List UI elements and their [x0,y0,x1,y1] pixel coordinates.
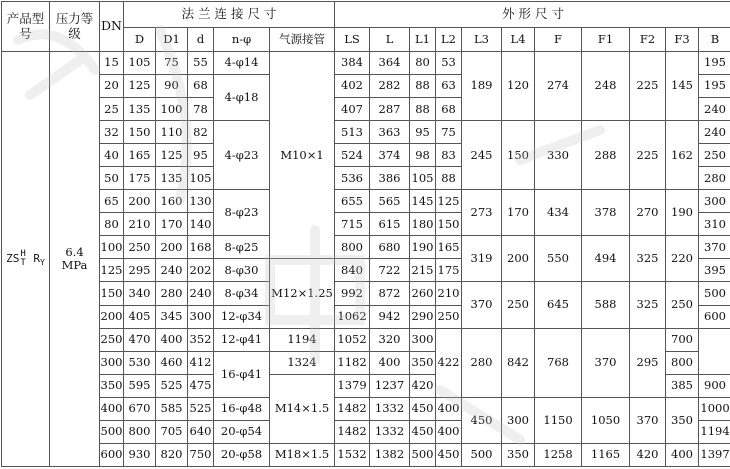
cell-dn: 20 [100,75,124,98]
cell-LS: 384 [335,52,370,75]
cell-B: 500 [699,282,730,305]
cell-B: 195 [699,75,730,98]
cell-L: 282 [370,75,410,98]
cell-L3: 189 [462,52,502,121]
cell-L2: 88 [436,167,462,190]
cell-F3: 162 [666,121,699,190]
cell-L2: 175 [436,259,462,282]
table-row [2,397,730,420]
cell-L2: 385 [666,374,699,397]
cell-L1: 98 [410,144,436,167]
cell-n-phi: 20-φ54 [214,420,270,443]
cell-D1: 240 [156,259,188,282]
header-flange-group: 法 兰 连 接 尺 寸 [124,2,335,28]
cell-F: 550 [535,236,582,282]
header-col-B: B [699,28,730,52]
cell-L: 363 [370,121,410,144]
cell-L1: 450 [410,397,436,420]
cell-F1: 1165 [582,443,630,466]
cell-LS: 402 [335,75,370,98]
header-col-L3: L3 [462,28,502,52]
cell-D1: 705 [156,420,188,443]
cell-L2: 165 [436,236,462,259]
cell-B: 700 [666,328,699,351]
cell-D: 340 [124,282,156,305]
cell-L1: 215 [410,259,436,282]
header-pressure-level: 压力等级 [50,2,100,52]
cell-B: 300 [699,190,730,213]
cell-B: 370 [699,236,730,259]
cell-dn: 150 [100,282,124,305]
cell-air: M18×1.5 [270,443,335,466]
header-col-air: 气源接管 [270,28,335,52]
cell-L1: 290 [410,305,436,328]
cell-B: 800 [666,351,699,374]
cell-F2: 420 [630,443,666,466]
cell-L2: 125 [436,190,462,213]
cell-D1: 135 [156,167,188,190]
cell-F: 330 [535,121,582,190]
cell-n-phi: 12-φ41 [214,328,270,351]
cell-L1: 450 [410,420,436,443]
cell-L: 374 [370,144,410,167]
cell-L4: 300 [502,397,535,443]
header-col-F3: F3 [666,28,699,52]
model-suffix-sub: Y [40,258,45,268]
cell-L4: 120 [502,52,535,121]
cell-F1: 494 [582,236,630,282]
cell-d: 68 [188,75,214,98]
cell-L2: 75 [436,121,462,144]
cell-L: 287 [370,98,410,121]
cell-L3: 500 [462,443,502,466]
cell-d: 240 [188,282,214,305]
cell-L2: 400 [436,420,462,443]
header-col-L4: L4 [502,28,535,52]
cell-LS: 715 [335,213,370,236]
cell-dn: 25 [100,98,124,121]
cell-L: 386 [370,167,410,190]
cell-F3: 295 [630,328,666,397]
cell-d: 352 [188,328,214,351]
product-model-cell [2,52,50,467]
cell-B: 395 [699,259,730,282]
cell-dn: 350 [100,374,124,397]
model-stack [20,250,25,268]
cell-L1: 420 [410,374,436,397]
cell-D1: 200 [156,236,188,259]
cell-B: 240 [699,98,730,121]
model-prefix: ZS [6,252,20,265]
cell-D: 295 [124,259,156,282]
cell-d: 750 [188,443,214,466]
cell-B: 600 [699,305,730,328]
cell-LS: 1482 [335,420,370,443]
cell-L: 565 [370,190,410,213]
cell-L1: 400 [370,351,410,374]
cell-L2: 150 [436,213,462,236]
header-col-F1: F1 [582,28,630,52]
pressure-unit: MPa [61,258,88,272]
cell-n-phi: 8-φ23 [214,190,270,236]
cell-L: 1182 [335,351,370,374]
cell-F2: 225 [630,121,666,190]
cell-F: 645 [535,282,582,328]
cell-L: 1237 [370,374,410,397]
header-col-L1: L1 [410,28,436,52]
cell-L1: 95 [410,121,436,144]
cell-D: 105 [124,52,156,75]
cell-L: 872 [370,282,410,305]
cell-n-phi: 8-φ34 [214,282,270,305]
cell-D: 470 [124,328,156,351]
cell-L2: 250 [436,305,462,328]
cell-D: 800 [124,420,156,443]
cell-d: 300 [188,305,214,328]
cell-L3: 245 [462,121,502,190]
cell-B: 1194 [699,420,730,443]
cell-n-phi: 4-φ14 [214,52,270,75]
cell-n-phi: 12-φ34 [214,305,270,328]
cell-dn: 100 [100,236,124,259]
cell-D1: 460 [156,351,188,374]
cell-d: 640 [188,420,214,443]
cell-D1: 345 [156,305,188,328]
cell-D: 670 [124,397,156,420]
cell-B: 280 [699,167,730,190]
cell-n-phi: 16-φ41 [214,351,270,397]
cell-L3: 450 [462,397,502,443]
cell-dn: 32 [100,121,124,144]
cell-dn: 40 [100,144,124,167]
cell-L1: 260 [410,282,436,305]
cell-n-phi: 4-φ18 [214,75,270,121]
cell-L4: 150 [502,121,535,190]
cell-L4: 280 [462,328,502,397]
cell-L2: 350 [410,351,436,374]
header-col-d: d [188,28,214,52]
cell-F: 1258 [535,443,582,466]
cell-d: 55 [188,52,214,75]
cell-D1: 90 [156,75,188,98]
cell-L1: 105 [410,167,436,190]
cell-D: 595 [124,374,156,397]
cell-dn: 50 [100,167,124,190]
header-outline-group: 外 形 尺 寸 [335,2,730,28]
cell-LS: 1482 [335,397,370,420]
header-col-LS: LS [335,28,370,52]
cell-n-phi: 20-φ58 [214,443,270,466]
header-dn: DN [100,2,124,52]
cell-d: 475 [188,374,214,397]
cell-F: 434 [535,190,582,236]
cell-d: 140 [188,213,214,236]
cell-dn: 80 [100,213,124,236]
cell-LS: 407 [335,98,370,121]
cell-D1: 525 [156,374,188,397]
cell-F1: 1050 [582,397,630,443]
table-row [2,190,730,213]
cell-air: M14×1.5 [270,374,335,443]
cell-n-phi: 16-φ48 [214,397,270,420]
header-col-D: D [124,28,156,52]
cell-D: 530 [124,351,156,374]
cell-D: 125 [124,75,156,98]
cell-L: 942 [370,305,410,328]
cell-L2: 68 [436,98,462,121]
cell-L: 364 [370,52,410,75]
cell-L: 1052 [335,328,370,351]
cell-LS: 536 [335,167,370,190]
cell-L1: 80 [410,52,436,75]
cell-dn: 65 [100,190,124,213]
header-row-1 [2,2,730,28]
cell-F2: 370 [582,328,630,397]
cell-D1: 585 [156,397,188,420]
cell-L2: 63 [436,75,462,98]
cell-dn: 125 [100,259,124,282]
cell-d: 202 [188,259,214,282]
cell-dn: 250 [100,328,124,351]
cell-L1: 180 [410,213,436,236]
cell-L1: 88 [410,75,436,98]
cell-D1: 100 [156,98,188,121]
cell-dn: 400 [100,397,124,420]
cell-L: 1332 [370,397,410,420]
cell-B: 1397 [699,443,730,466]
cell-B: 240 [699,121,730,144]
cell-L2: 300 [410,328,436,351]
header-col-L: L [370,28,410,52]
model-suffix: R [33,252,41,265]
table-row [2,52,730,75]
cell-L4: 250 [502,282,535,328]
table-row [2,282,730,305]
cell-dn: 500 [100,420,124,443]
header-col-n-phi: n-φ [214,28,270,52]
cell-D: 200 [124,190,156,213]
cell-D: 135 [124,98,156,121]
cell-L1: 88 [410,98,436,121]
cell-D1: 820 [156,443,188,466]
cell-L: 1332 [370,420,410,443]
cell-F2: 325 [630,236,666,282]
cell-D: 405 [124,305,156,328]
model-sub: T [20,258,26,268]
cell-LS: 1062 [335,305,370,328]
cell-F3: 350 [666,397,699,443]
cell-D1: 125 [156,144,188,167]
table-row [2,236,730,259]
cell-L: 1382 [370,443,410,466]
cell-F1: 248 [582,52,630,121]
cell-L2: 400 [436,397,462,420]
cell-L4: 350 [502,443,535,466]
cell-F1: 588 [582,282,630,328]
cell-n-phi: 8-φ25 [214,236,270,259]
cell-F2: 270 [630,190,666,236]
cell-d: 95 [188,144,214,167]
cell-LS: 800 [335,236,370,259]
cell-B: 1000 [699,397,730,420]
cell-LS: 992 [335,282,370,305]
cell-F3: 250 [666,282,699,328]
cell-L1: 320 [370,328,410,351]
cell-D: 150 [124,121,156,144]
cell-F3: 190 [666,190,699,236]
cell-F3: 220 [666,236,699,282]
table-row [2,328,730,351]
table-row [2,121,730,144]
cell-L3: 370 [462,282,502,328]
cell-L4: 200 [502,236,535,282]
cell-B: 195 [699,52,730,75]
cell-n-phi: 8-φ30 [214,259,270,282]
cell-LS: 513 [335,121,370,144]
header-col-F: F [535,28,582,52]
table-row [2,443,730,466]
model-sup: H [20,249,26,259]
cell-L2: 210 [436,282,462,305]
cell-L: 722 [370,259,410,282]
cell-L1: 190 [410,236,436,259]
cell-B: 250 [699,144,730,167]
header-product-model: 产品型号 [2,2,50,52]
cell-air: M10×1 [270,52,335,259]
cell-D1: 280 [156,282,188,305]
header-col-F2: F2 [630,28,666,52]
cell-L2: 53 [436,52,462,75]
cell-F1: 288 [582,121,630,190]
cell-air: M12×1.25 [270,259,335,328]
cell-B: 310 [699,213,730,236]
cell-D1: 400 [156,328,188,351]
cell-F: 842 [502,328,535,397]
cell-L2: 450 [436,443,462,466]
cell-L: 680 [370,236,410,259]
cell-d: 130 [188,190,214,213]
cell-dn: 300 [100,351,124,374]
cell-D1: 75 [156,52,188,75]
cell-D: 210 [124,213,156,236]
cell-d: 105 [188,167,214,190]
cell-L4: 170 [502,190,535,236]
cell-F1: 378 [582,190,630,236]
cell-LS: 1532 [335,443,370,466]
cell-dn: 15 [100,52,124,75]
cell-dn: 200 [100,305,124,328]
spec-table [1,1,730,467]
cell-F2: 370 [630,397,666,443]
cell-D: 165 [124,144,156,167]
cell-L3: 319 [462,236,502,282]
cell-D: 175 [124,167,156,190]
cell-L3: 273 [462,190,502,236]
cell-dn: 600 [100,443,124,466]
cell-D1: 160 [156,190,188,213]
cell-d: 412 [188,351,214,374]
cell-B: 900 [699,374,730,397]
cell-d: 525 [188,397,214,420]
cell-L2: 83 [436,144,462,167]
cell-F3: 145 [666,52,699,121]
cell-D1: 110 [156,121,188,144]
cell-LS: 655 [335,190,370,213]
cell-LS: 1379 [335,374,370,397]
header-col-L2: L2 [436,28,462,52]
cell-F1: 768 [535,328,582,397]
cell-D1: 170 [156,213,188,236]
cell-n-phi: 4-φ23 [214,121,270,190]
cell-LS: 524 [335,144,370,167]
cell-L3: 422 [436,328,462,397]
cell-F2: 325 [630,282,666,328]
cell-F3: 400 [666,443,699,466]
cell-LS: 1194 [270,328,335,351]
cell-LS: 840 [335,259,370,282]
cell-d: 168 [188,236,214,259]
cell-d: 82 [188,121,214,144]
cell-L: 615 [370,213,410,236]
cell-D: 930 [124,443,156,466]
pressure-value: 6.4 [65,244,84,259]
cell-D: 250 [124,236,156,259]
cell-F: 274 [535,52,582,121]
cell-d: 78 [188,98,214,121]
cell-L1: 500 [410,443,436,466]
header-col-D1: D1 [156,28,188,52]
pressure-level-cell [50,52,100,467]
cell-F: 1150 [535,397,582,443]
cell-F2: 225 [630,52,666,121]
cell-L1: 145 [410,190,436,213]
cell-LS: 1324 [270,351,335,374]
